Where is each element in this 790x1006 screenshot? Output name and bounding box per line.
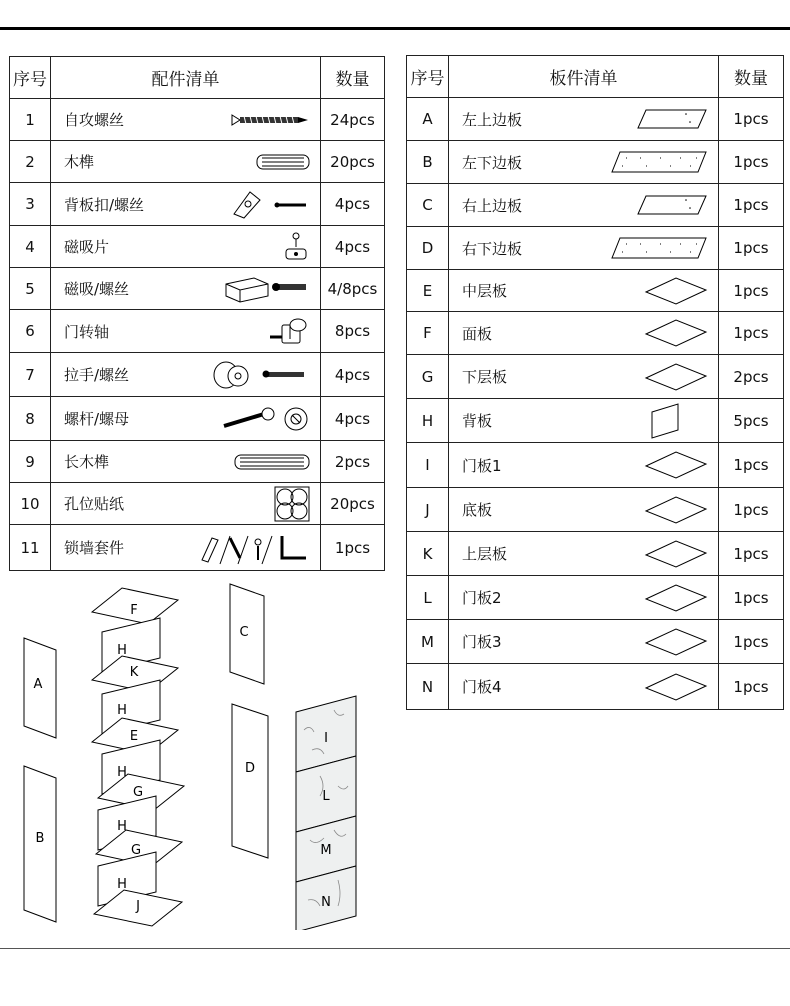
part-no: 3 [10,183,51,226]
table-row [407,227,784,270]
back-panel-icon [648,402,682,440]
board-no: N [407,664,449,710]
table-row [407,355,784,399]
door-panels-diagram [290,690,370,930]
shelf-panel-icon [644,583,708,613]
boards-header-name: 板件清单 [449,56,719,98]
table-row [407,141,784,184]
table-row [10,183,385,226]
part-qty: 4pcs [321,353,385,397]
shelf-panel-icon [644,672,708,702]
table-row [407,443,784,488]
board-name: 背板 [462,412,493,430]
board-name: 门板3 [462,633,502,651]
table-row [407,488,784,532]
table-row [10,353,385,397]
board-no: M [407,620,449,664]
label-i: I [324,731,328,746]
long-panel-icon [636,108,708,130]
boards-table [406,55,784,710]
table-row [407,532,784,576]
part-qty: 4pcs [321,397,385,441]
label-h4: H [117,819,127,834]
board-name: 左上边板 [462,110,523,129]
table-row [10,483,385,525]
hole-sticker-icon [274,486,310,522]
board-qty: 1pcs [719,443,784,488]
boards-header-qty: 数量 [719,56,784,98]
long-panel-holes-icon [610,236,708,260]
board-no: E [407,270,449,312]
table-row [407,98,784,141]
part-name: 磁吸/螺丝 [64,280,130,298]
part-no: 7 [10,353,51,397]
parts-header-no: 序号 [10,57,51,99]
board-no: D [407,227,449,270]
part-qty: 4/8pcs [321,268,385,310]
label-f: F [130,603,138,618]
table-row [407,399,784,443]
board-no: A [407,98,449,141]
board-qty: 1pcs [719,270,784,312]
board-no: I [407,443,449,488]
board-no: K [407,532,449,576]
table-row [10,441,385,483]
part-qty: 20pcs [321,141,385,183]
table-row [407,620,784,664]
board-no: C [407,184,449,227]
boards-header-no: 序号 [407,56,449,98]
board-no: L [407,576,449,620]
bracket-icon [230,188,310,220]
bottom-rule [0,948,790,949]
part-name: 长木榫 [64,453,110,471]
part-no: 9 [10,441,51,483]
board-name: 右上边板 [462,196,523,215]
long-panel-holes-icon [610,150,708,174]
shelf-panel-icon [644,276,708,306]
label-b: B [35,831,45,846]
board-no: J [407,488,449,532]
board-no: H [407,399,449,443]
board-qty: 1pcs [719,532,784,576]
parts-header-row [10,57,385,99]
label-c: C [239,625,249,640]
knob-icon [212,360,310,390]
board-name: 底板 [462,501,493,519]
board-qty: 1pcs [719,488,784,532]
part-no: 6 [10,310,51,353]
board-qty: 1pcs [719,576,784,620]
part-no: 5 [10,268,51,310]
part-qty: 4pcs [321,183,385,226]
label-a: A [33,677,43,692]
magnetic-catch-icon [224,274,310,304]
door-pivot-icon [268,315,310,347]
board-name: 门板4 [462,678,502,696]
table-row [407,664,784,710]
table-row [10,226,385,268]
wall-anchor-kit-icon [198,530,310,566]
table-row [407,576,784,620]
label-h5: H [117,877,127,892]
parts-header-qty: 数量 [321,57,385,99]
label-j: J [136,899,140,914]
screw-icon [230,113,310,127]
label-h3: H [117,765,127,780]
board-qty: 1pcs [719,227,784,270]
board-name: 门板2 [462,589,502,607]
board-qty: 1pcs [719,312,784,355]
label-d: D [244,761,256,776]
label-g1: G [132,785,144,800]
label-m: M [320,843,332,858]
board-name: 左下边板 [462,153,523,172]
label-g2: G [130,843,142,858]
board-name: 门板1 [462,456,502,475]
shelf-panel-icon [644,318,708,348]
part-no: 4 [10,226,51,268]
table-row [10,268,385,310]
table-row [10,397,385,441]
part-name: 磁吸片 [64,238,110,256]
part-qty: 2pcs [321,441,385,483]
board-no: F [407,312,449,355]
board-qty: 1pcs [719,141,784,184]
table-row [10,141,385,183]
shelf-panel-icon [644,495,708,525]
cam-bolt-icon [220,402,310,436]
part-name: 拉手/螺丝 [64,366,130,384]
part-qty: 4pcs [321,226,385,268]
part-name: 门转轴 [64,322,110,341]
label-e: E [129,729,139,744]
panel-d [232,704,268,858]
boards-header-row [407,56,784,98]
shelf-panel-icon [644,627,708,657]
board-name: 右下边板 [462,239,523,258]
board-name: 上层板 [462,545,508,563]
part-qty: 1pcs [321,525,385,571]
shelf-panel-icon [644,362,708,392]
dowel-icon [256,153,310,171]
board-qty: 5pcs [719,399,784,443]
part-name: 背板扣/螺丝 [64,195,145,214]
long-dowel-icon [234,453,310,471]
part-name: 自攻螺丝 [64,111,125,129]
part-name: 木榫 [64,153,95,171]
label-h1: H [117,643,127,658]
board-qty: 1pcs [719,184,784,227]
part-no: 1 [10,99,51,141]
board-qty: 2pcs [719,355,784,399]
shelf-panel-icon [644,539,708,569]
long-panel-icon [636,194,708,216]
label-k: K [129,665,139,680]
board-qty: 1pcs [719,620,784,664]
board-no: B [407,141,449,184]
parts-header-name: 配件清单 [51,57,321,99]
part-no: 2 [10,141,51,183]
table-row [407,270,784,312]
part-no: 11 [10,525,51,571]
board-name: 面板 [462,324,493,343]
part-name: 孔位贴纸 [64,495,125,513]
magnet-plate-icon [282,231,310,263]
part-qty: 20pcs [321,483,385,525]
label-h2: H [117,703,127,718]
label-l: L [322,789,330,804]
parts-table [9,56,385,571]
part-no: 10 [10,483,51,525]
table-row [10,99,385,141]
table-row [10,310,385,353]
part-name: 螺杆/螺母 [64,410,130,428]
board-name: 中层板 [462,282,508,300]
board-qty: 1pcs [719,664,784,710]
board-name: 下层板 [462,368,508,386]
table-row [407,184,784,227]
table-row [10,525,385,571]
part-qty: 8pcs [321,310,385,353]
label-n: N [321,895,331,910]
table-row [407,312,784,355]
part-name: 锁墙套件 [64,539,125,557]
shelf-panel-icon [644,450,708,480]
part-qty: 24pcs [321,99,385,141]
board-no: G [407,355,449,399]
top-rule [0,27,790,30]
board-qty: 1pcs [719,98,784,141]
part-no: 8 [10,397,51,441]
